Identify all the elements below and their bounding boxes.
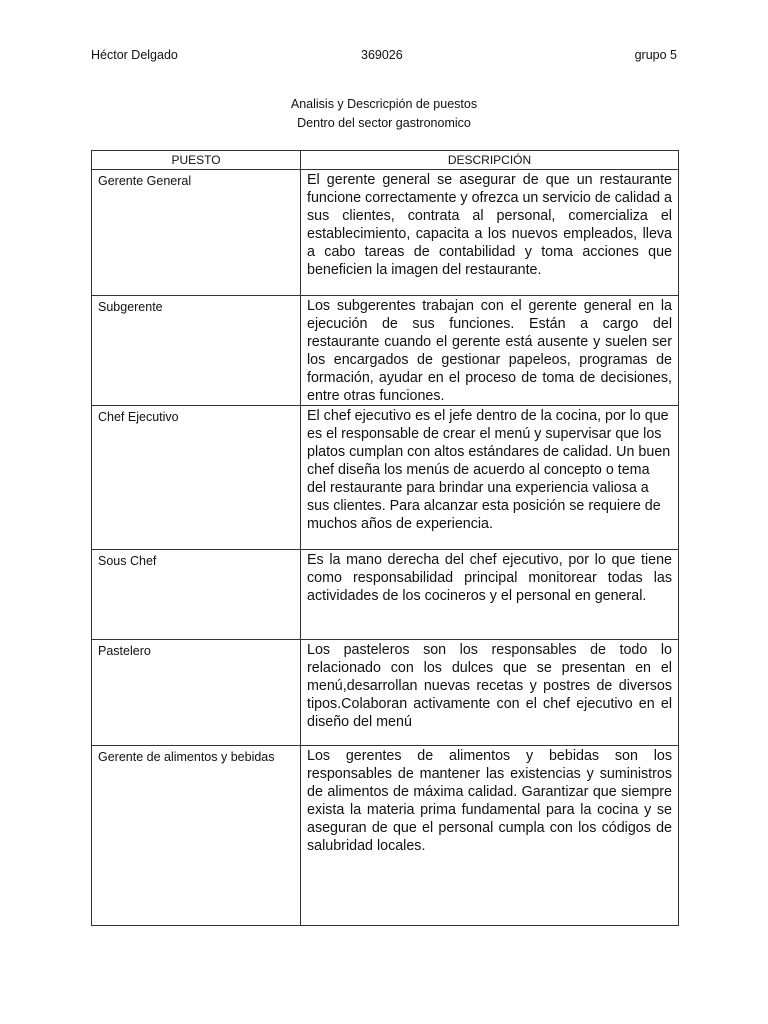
table-row — [92, 406, 679, 550]
table-row — [92, 170, 679, 296]
table-row — [92, 640, 679, 746]
descripcion-cell: El chef ejecutivo es el jefe dentro de la cocina, por lo que es el responsable de crear el menú y supervisar que los platos cumplan con altos estándares de calidad. Un buen chef diseña los menús de acuerdo al concepto o tema del restaurante para brindar una experiencia valiosa a sus clientes. Para alcanzar esta posición se requiere de muchos años de experiencia. — [301, 406, 679, 550]
column-header-descripcion: DESCRIPCIÓN — [301, 151, 679, 170]
descripcion-cell: Los pasteleros son los responsables de todo lo relacionado con los dulces que se presentan en el menú,desarrollan nuevas recetas y postres de diversos tipos.Colaboran activamente con el chef ejecutivo en el diseño del menú — [301, 640, 679, 746]
puesto-cell: Subgerente — [92, 296, 301, 406]
descripcion-cell: Los subgerentes trabajan con el gerente general en la ejecución de sus funciones. Están a cargo del restaurante cuando el gerente está ausente y suelen ser los encargados de gestionar papeleos, programas de formación, ayudar en el proceso de toma de decisiones, entre otras funciones. — [301, 296, 679, 406]
column-header-puesto: PUESTO — [92, 151, 301, 170]
puesto-cell: Gerente de alimentos y bebidas — [92, 746, 301, 926]
author-name: Héctor Delgado — [91, 48, 178, 62]
puesto-cell: Sous Chef — [92, 550, 301, 640]
table-row — [92, 296, 679, 406]
table-row — [92, 550, 679, 640]
student-id: 369026 — [361, 48, 403, 62]
puesto-cell: Pastelero — [92, 640, 301, 746]
descripcion-cell: El gerente general se asegurar de que un restaurante funcione correctamente y ofrezca un servicio de calidad a sus clientes, contrata al personal, comercializa el establecimiento, capacita a los nuevos empleados, lleva a cabo tareas de contabilidad y toma acciones que beneficien la imagen del restaurante. — [301, 170, 679, 296]
puesto-cell: Chef Ejecutivo — [92, 406, 301, 550]
table-header-row — [92, 151, 679, 170]
puesto-cell: Gerente General — [92, 170, 301, 296]
title-line-2: Dentro del sector gastronomico — [297, 116, 471, 130]
document-title — [0, 95, 768, 133]
descripcion-cell: Es la mano derecha del chef ejecutivo, por lo que tiene como responsabilidad principal monitorear todas las actividades de los cocineros y el personal en general. — [301, 550, 679, 640]
descripcion-cell: Los gerentes de alimentos y bebidas son los responsables de mantener las existencias y suministros de alimentos de máxima calidad. Garantizar que siempre exista la materia prima fundamental para la cocina y se aseguran de que el personal cumpla con los códigos de salubridad locales. — [301, 746, 679, 926]
table-row — [92, 746, 679, 926]
positions-table — [91, 150, 679, 926]
title-line-1: Analisis y Descricpión de puestos — [290, 97, 478, 111]
group-label: grupo 5 — [634, 48, 677, 62]
